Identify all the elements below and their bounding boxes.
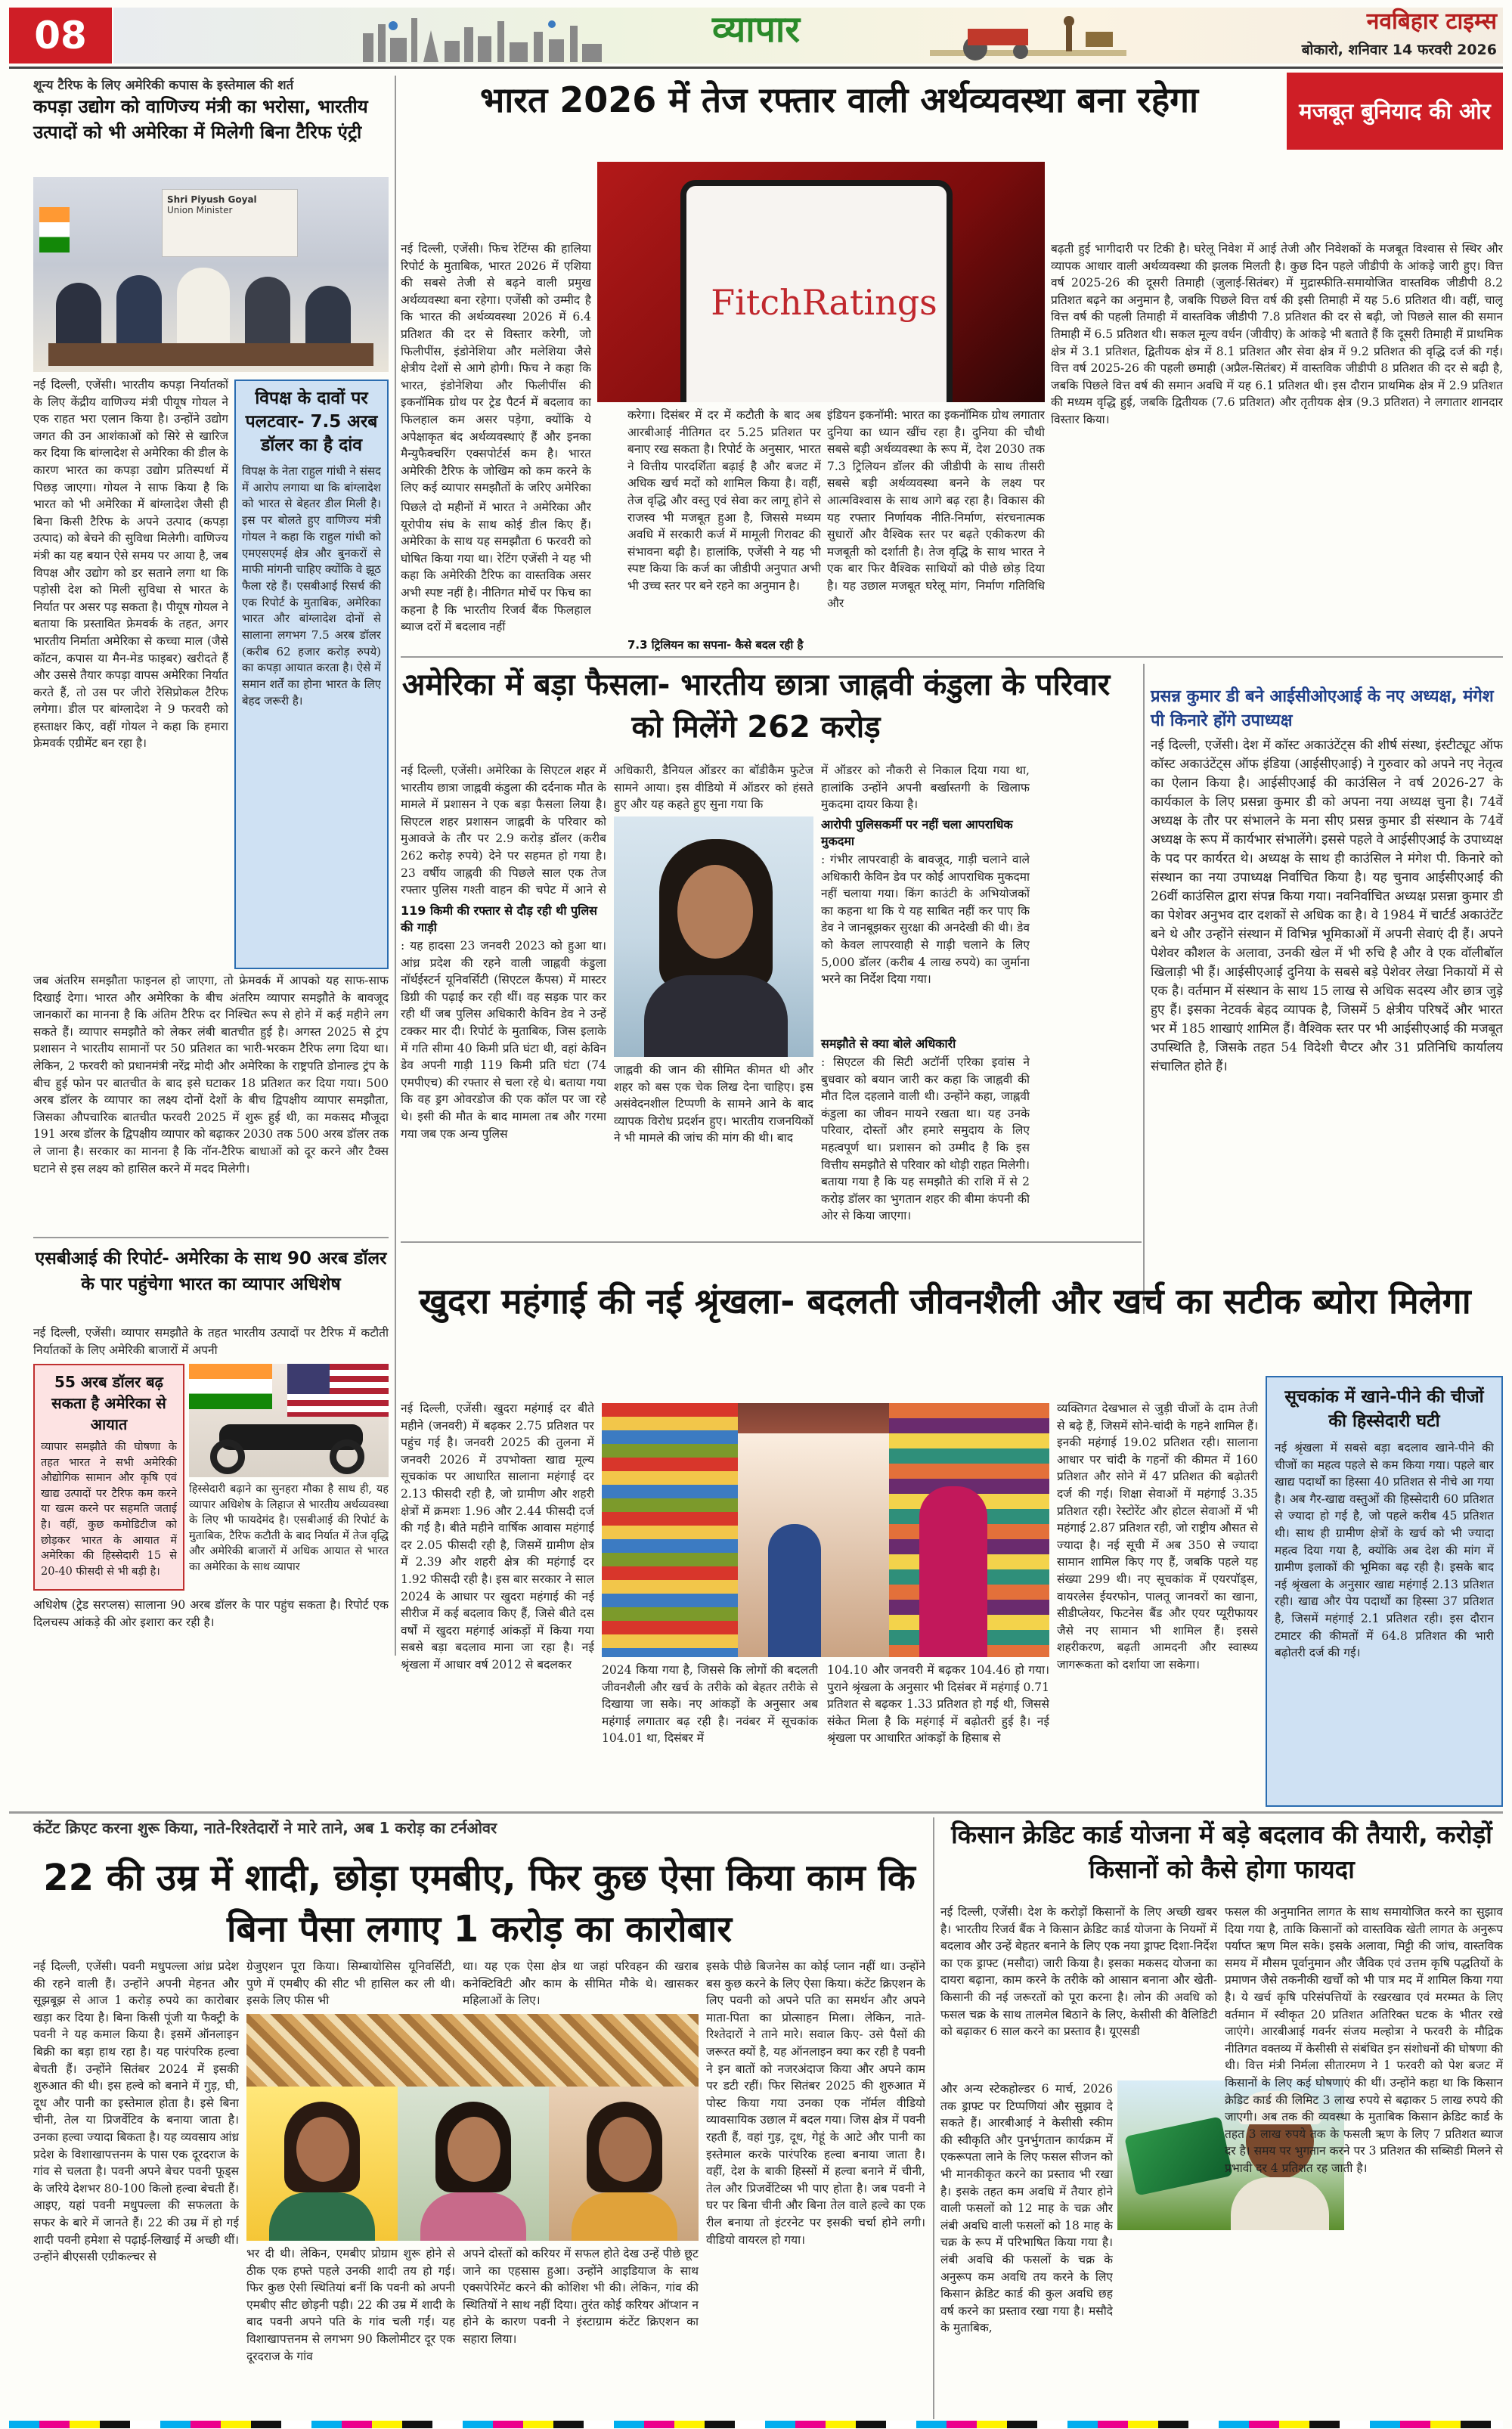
s6-sidebar-body: नई श्रृंखला में सबसे बड़ा बदलाव खाने-पीने की चीजों का महत्व पहले से कम किया गया। पहले बार खाद्य पदार्थों का हिस्सा 40 प्रतिशत से नीचे आ गया है। अब गैर-खाद्य वस्तुओं की हिस्सेदारी 60 प्रतिशत से ज्यादा हो गई है, जो पहले करीब 45 प्रतिशत थी। साथ ही ग्रामीण क्षेत्रों के खर्च को भी ज्यादा महत्व दिया गया है, क्योंकि अब देश की मांग में ग्रामीण इलाकों की भूमिका बढ़ रही है। इसके बाद नई श्रृंखला के अनुसार खाद्य महंगाई 2.13 प्रतिशत रही। खाद्य और पेय पदार्थों का हिस्सा 37 प्रतिशत है, जिसमें महंगाई 2.1 प्रतिशत रही। इस दौरान टमाटर की कीमतों में 64.8 प्रतिशत की भारी बढ़ोतरी दर्ज की गई।: [1275, 1441, 1494, 1660]
s3-col2-main: पिछले दो महीनों में भारत ने अमेरिका और यूरोपीय संघ के साथ कोई डील किए हैं। अमेरिका के साथ यह समझौता 6 फरवरी को घोषित किया गया था। रेटिंग एजेंसी ने यह भी कहा कि अमेरिकी टैरिफ का वास्तविक असर अभी स्पष्ट नहीं है। नीतिगत मोर्चे पर फिच का कहना है कि भारतीय रिजर्व बैंक फिलहाल ब्याज दरों में बदलाव नहीं: [401, 500, 591, 634]
s2-headline: एसबीआई की रिपोर्ट- अमेरिका के साथ 90 अरब डॉलर के पार पहुंचेगा भारत का व्यापार अधिशेष: [35, 1249, 387, 1294]
s8-kcc-card: [1124, 2116, 1233, 2195]
s4-col3: में ऑडरर को नौकरी से निकाल दिया गया था, हालांकि उन्होंने अपनी बर्खास्तगी के खिलाफ मुकदमा दायर किया है।: [821, 764, 1030, 812]
s6-col4: व्यक्तिगत देखभाल से जुड़ी चीजों के दाम तेजी से बढ़े हैं, जिसमें सोने-चांदी के गहने शामिल हैं। इनकी महंगाई 19.02 प्रतिशत रही। सालाना आधार पर चांदी के गहनों की कीमत में 160 प्रतिशत और सोने में 47 प्रतिशत की बढ़ोतरी दर्ज की गई। शिक्षा सेवाओं में महंगाई 3.35 प्रतिशत रही। रेस्टोरेंट और होटल सेवाओं में भी महंगाई 2.87 प्रतिशत रही, जो राष्ट्रीय औसत से ज्यादा है। नई सूची में अब 350 से ज्यादा सामान शामिल किए गए हैं, जबकि पहले यह संख्या 299 थी। नए सूचकांक में एयरपॉड्स, वायरलेस ईयरफोन, पालतू जानवरों का खाना, सीडीप्लेयर, फिटनेस बैंड और एयर प्यूरीफायर जैसे नए सामान भी शामिल हैं। इससे शहरीकरण, बढ़ती आमदनी और स्वास्थ्य जागरूकता को दर्शाया जा सकेगा।: [1057, 1402, 1258, 1671]
s8-col1: नई दिल्ली, एजेंसी। देश के करोड़ों किसानों के लिए अच्छी खबर है। भारतीय रिजर्व बैंक ने किसान क्रेडिट कार्ड योजना के नियमों में बदलाव और उन्हें बेहतर बनाने के लिए एक नया ड्राफ्ट दिशा-निर्देश का एक ड्राफ्ट (मसौदा) जारी किया है। इसका मकसद योजना का दायरा बढ़ाना, काम करने के तरीके को आसान बनाना और खेती-किसानी की नई जरूरतों को पूरा करना है। लोन की अवधि को फसल चक्र के साथ तालमेल बिठाने के लिए, केसीसी की वैलिडिटी को बढ़ाकर 6 साल करने का प्रस्ताव है। यूएसडी: [940, 1905, 1217, 2039]
s5-headline: प्रसन्न कुमार डी बने आईसीओएआई के नए अध्यक्ष, मंगेश पी किनारे होंगे उपाध्यक्ष: [1151, 687, 1494, 730]
s7-col2: ग्रेजुएशन पूरा किया। सिम्बायोसिस यूनिवर्सिटी, पुणे में एमबीए की सीट भी हासिल कर ली थी। इसके लिए फीस भी: [246, 1960, 455, 2008]
s2-mid: हिस्सेदारी बढ़ाने का सुनहरा मौका है साथ ही, यह व्यापार अधिशेष के लिहाज से भारतीय अर्थव्यवस्था के लिए भी फायदेमंद है। एसबीआई की रिपोर्ट के मुताबिक, टैरिफ कटौती के बाद निर्यात में तेज वृद्धि और अमेरिकी बाजारों में अधिक आयात से भारत का अमेरिका के साथ व्यापार: [189, 1483, 389, 1573]
s6-sidebar-title: सूचकांक में खाने-पीने की चीजों की हिस्सेदारी घटी: [1284, 1387, 1484, 1431]
s2-bike-wheel-front: [210, 1439, 245, 1474]
s4-col2: अधिकारी, डैनियल ऑडरर का बॉडीकैम फुटेज सामने आया। इस वीडियो में ऑडरर को हंसते हुए और यह कहते हुए सुना गया कि: [614, 764, 813, 812]
s3-logo-word2: Ratings: [801, 282, 937, 323]
s7-col4: इसके पीछे बिजनेस का कोई प्लान नहीं था। उन्होंने बस कुछ करने के लिए ऐसा किया। कंटेंट क्रिएशन के लिए पवनी को अपने पति का समर्थन और अपने माता-पिता का प्रोत्साहन मिला। लेकिन, नाते-रिश्तेदारों ने ताने मारे। सवाल किए- उसे पैसों की जरूरत क्यों है, यह ऑनलाइन क्या कर रही है पवनी ने इन बातों को नजरअंदाज किया और अपने काम पर डटी रहीं। फिर सितंबर 2025 की शुरुआत में पोस्ट किया गया उनका एक नॉर्मल वीडियो व्यावसायिक उछाल में बदल गया। जिस क्षेत्र में पवनी रहती हैं, वहां गुड़, दूध, गेहूं के आटे और पानी का इस्तेमाल करके पारंपरिक हल्वा बनाया जाता है। वहीं, देश के बाकी हिस्सों में हल्वा बनाने में चीनी, तेल और प्रिजर्वेटिव्स भी पाए होता है। जब पवनी ने घर पर बिना चीनी और बिना तेल वाले हल्वे का एक रील बनाया तो इंटरनेट पर इसकी चर्चा होने लगी। वीडियो वायरल हो गया।: [706, 1960, 925, 2247]
s1-banner-line1: Shri Piyush Goyal: [167, 194, 257, 205]
s4-headline: अमेरिका में बड़ा फैसला- भारतीय छात्रा जाह्नवी कंडुला के परिवार को मिलेंगे 262 करोड़: [401, 668, 1111, 745]
s3-col1: नई दिल्ली, एजेंसी। फिच रेटिंग्स की हालिया रिपोर्ट के मुताबिक, भारत 2026 में एशिया की सबसे तेजी से बढ़ने वाली प्रमुख अर्थव्यवस्था बना रहेगा। एजेंसी को उम्मीद है कि भारत की अर्थव्यवस्था 2026 में 6.4 प्रतिशत की दर से विस्तार करेगी, जो फिलीपींस, इंडोनेशिया और मलेशिया जैसे क्षेत्रीय देशों से आगे होगी। फिच ने कहा कि भारत, इंडोनेशिया और फिलीपींस की इकनॉमिक ग्रोथ पर ट्रेड पैटर्न में बदलाव का फिलहाल कम असर पड़ेगा, क्योंकि ये अपेक्षाकृत बंद अर्थव्यवस्थाएं हैं और इनका मैन्युफैक्चरिंग एक्सपोर्टर्स कम है। भारत अमेरिकी टैरिफ के जोखिम को कम करने के लिए कई व्यापार समझौतों के जरिए अमेरिका: [401, 242, 591, 495]
s4-col2b: जाह्नवी की जान की सीमित कीमत थी और शहर को बस एक चेक लिख देना चाहिए। इस असंवेदनशील टिप्पणी के सामने आने के बाद व्यापक विरोध प्रदर्शन हुए। भारतीय राजनयिकों ने भी मामले की जांच की मांग की थी। बाद: [614, 1063, 813, 1145]
s6-col2: 2024 किया गया है, जिससे कि लोगों की बदलती जीवनशैली और खर्च के तरीके को बेहतर तरीके से दिखाया जा सके। नए आंकड़ों के अनुसार अब महंगाई लगातार बढ़ रही है। नवंबर में सूचकांक 104.01 था, दिसंबर में: [602, 1663, 818, 1746]
dateline: बोकारो, शनिवार 14 फरवरी 2026: [1301, 42, 1497, 58]
s7-col1: नई दिल्ली, एजेंसी। पवनी मधुपल्ला आंध्र प्रदेश की रहने वाली हैं। उन्होंने अपनी मेहनत और सूझबूझ से आज 1 करोड़ रुपये का कारोबार खड़ा कर दिया है। बिना किसी पूंजी या फैक्ट्री के पवनी ने यह कमाल किया है। इसमें ऑनलाइन बिक्री का बड़ा हाथ रहा है। यह पारंपरिक हल्वा बेचती हैं। उन्होंने सितंबर 2024 में इसकी शुरुआत की थी। इस हल्वे को बनाने में गुड़, घी, दूध और पानी का इस्तेमाल होता है। इसे बिना चीनी, तेल या प्रिजर्वेटिव के बनाया जाता है। उनका हल्वा ज्यादा बिकता है। यह व्यवसाय आंध्र प्रदेश के विशाखापत्तनम के पास एक दूरदराज के गांव से चलता है। पवनी अपने बेचर पवनी फूड्स के जरिये देशभर 80-100 किलो हल्वा बेचती हैं। आइए, यहां पवनी मधुपल्ला की सफलता के सफर के बारे में जानते हैं। 22 की उम्र में हो गई शादी पवनी हमेशा से पढ़ाई-लिखाई में अच्छी थीं। उन्होंने बीएससी एग्रीकल्चर से: [33, 1960, 239, 2264]
tractor-farmer-graphic: [930, 11, 1126, 64]
s1-photo-people: [48, 268, 373, 366]
s4-col1: नई दिल्ली, एजेंसी। अमेरिका के सिएटल शहर में भारतीय छात्रा जाह्नवी कंडुला की दर्दनाक मौत के मामले में प्रशासन ने एक बड़ा फैसला लिया है। सिएटल शहर प्रशासन जाह्नवी के परिवार को मुआवजे के तौर पर 2.9 करोड़ डॉलर (करीब 262 करोड़ रुपये) देने पर सहमत हो गया है। 23 वर्षीय जाह्नवी की पिछले साल एक तेज रफ्तार पुलिस गश्ती वाहन की चपेट में आने से: [401, 764, 606, 897]
s4-col1b: : यह हादसा 23 जनवरी 2023 को हुआ था। आंध्र प्रदेश की रहने वाली जाह्नवी कंडुला नॉर्थईस्टर्न यूनिवर्सिटी (सिएटल कैंपस) में मास्टर डिग्री की पढ़ाई कर रही थीं। वह सड़क पार कर रही थीं जब पुलिस अधिकारी केविन डेव ने उन्हें टक्कर मार दी। रिपोर्ट के मुताबिक, जिस इलाके में गति सीमा 40 किमी प्रति घंटा थी, वहां केविन डेव अपनी गाड़ी 119 किमी प्रति घंटा (74 एमपीएच) की रफ्तार से चला रहे थे। बताया गया कि वह ड्रग ओवरडोज की एक कॉल पर जा रहे थे। इसी की मौत के बाद मामला तब और गरमा गया जब एक अन्य पुलिस: [401, 939, 606, 1141]
s6-shopper: [919, 1486, 987, 1657]
s1-photo-meeting: [33, 177, 389, 372]
s3-logo-word1: Fitch: [711, 282, 802, 323]
s7-right-rule: [933, 1817, 934, 2419]
masthead-rule: [9, 67, 1503, 69]
s4-col3b: : गंभीर लापरवाही के बावजूद, गाड़ी चलाने वाले अधिकारी केविन डेव पर कोई आपराधिक मुकदमा नहीं चलाया गया। किंग काउंटी के अभियोजकों का कहना था कि ये यह साबित नहीं कर पाए कि डेव ने जानबूझकर सुरक्षा की अनदेखी की थी। डेव को केवल लापरवाही से गाड़ी चलाने के लिए 5,000 डॉलर (करीब 4 लाख रुपये) का जुर्माना भरने का निर्देश दिया गया।: [821, 853, 1030, 987]
s3-col5: बढ़ती हुई भागीदारी पर टिकी है। घरेलू निवेश में आई तेजी और निवेशकों के मजबूत विश्वास से स्थिर और व्यापक आधार वाली अर्थव्यवस्था की झलक मिलती है। कुछ दिन पहले जीडीपी के आंकड़े जारी हुए। वित्त वर्ष 2025-26 की दूसरी तिमाही (जुलाई-सितंबर) में मुद्रास्फीति-समायोजित वास्तविक जीडीपी 8.2 प्रतिशत बढ़ने का अनुमान है, जबकि पिछले वित्त वर्ष की इसी तिमाही में यह 5.6 प्रतिशत थी। वहीं, चालू वित्त वर्ष की पहली तिमाही में वास्तविक जीडीपी 7.8 प्रतिशत की दर से बढ़ी, जो पिछले साल की समान तिमाही में 6.5 प्रतिशत थी। सकल मूल्य वर्धन (जीवीए) के आंकड़े भी बताते हैं कि दूसरी तिमाही में प्राथमिक क्षेत्र में 3.1 प्रतिशत, द्वितीयक क्षेत्र में 8.1 प्रतिशत और सेवा क्षेत्र में 9.2 प्रतिशत की वृद्धि दर्ज की गई। वित्त वर्ष 2025-26 की पहली छमाही (अप्रैल-सितंबर) में वास्तविक जीडीपी 8 प्रतिशत की दर से बढ़ी है, जबकि पिछले वित्त वर्ष की समान अवधि में यह 6.1 प्रतिशत थी। इस दौरान प्राथमिक क्षेत्र में 2.9 प्रतिशत की मध्यम वृद्धि हुई, जबकि द्वितीयक (7.6 प्रतिशत) और तृतीयक क्षेत्र (9.3 प्रतिशत) ने लगातार शानदार विस्तार किया।: [1051, 242, 1503, 426]
s1-body: नई दिल्ली, एजेंसी। भारतीय कपड़ा निर्यातकों के लिए केंद्रीय वाणिज्य मंत्री पीयूष गोयल ने एक राहत भरा एलान किया है। उन्होंने उद्योग जगत की उन आशंकाओं को सिरे से खारिज कर दिया कि बांग्लादेश से अमेरिका की डील के कारण भारत का कपड़ा उद्योग प्रतिस्पर्धा में पिछड़ जाएगा। गोयल ने साफ किया है कि भारत को भी अमेरिका में बांग्लादेश जैसी ही बिना किसी टैरिफ के अपने उत्पाद (कपड़ा उत्पाद) को बेचने की सुविधा मिलेगी। वाणिज्य मंत्री का यह बयान ऐसे समय पर आया है, जब विपक्ष और उद्योग को डर सताने लगा था कि पड़ोसी देश को मिली सुविधा से भारत के निर्यात पर असर पड़ सकता है। पीयूष गोयल ने बताया कि प्रस्तावित फ्रेमवर्क के तहत, अगर भारतीय निर्माता अमेरिका से कच्चा माल (जैसे कॉटन, कपास या मैन-मेड फाइबर) खरीदते हैं और उससे तैयार कपड़ा वापस अमेरिका निर्यात करते हैं, तो उस पर जीरो रेसिप्रोकल टैरिफ लगेगा। डील पर बांग्लादेश ने 9 फरवरी को हस्ताक्षर किए, वहीं गोयल ने कहा कि हमारा फ्रेमवर्क एग्रीमेंट बन रहा है।: [33, 378, 228, 751]
s4-photo-jahnavi: [614, 816, 813, 1057]
s4-sub3: आरोपी पुलिसकर्मी पर नहीं चला आपराधिक मुकदमा: [821, 817, 1013, 848]
newspaper-name: नवबिहार टाइम्स: [1366, 8, 1497, 35]
s7-col3b: अपने दोस्तों को करियर में सफल होते देख उन्हें पीछे छूट जाने का एहसास हुआ। उन्होंने आइडियाज के साथ एक्सपेरिमेंट करने की कोशिश भी की। लेकिन, गांव की स्थितियों ने साथ नहीं दिया। तुरंत कोई करियर ऑप्शन न होने के कारण पवनी ने इंस्टाग्राम कंटेंट क्रिएशन का सहारा लिया।: [463, 2247, 699, 2346]
section-title: व्यापार: [711, 8, 801, 51]
s1-banner-line2: Union Minister: [167, 205, 233, 215]
s7-col2b: भर दी थी। लेकिन, एमबीए प्रोग्राम शुरू होने से ठीक एक हफ्ते पहले उनकी शादी तय हो गई। फिर कुछ ऐसी स्थितियां बनीं कि पवनी को अपनी एमबीए सीट छोड़नी पड़ी। 22 की उम्र में शादी के बाद पवनी अपने पति के गांव चली गईं। यह विशाखापत्तनम से लगभग 90 किलोमीटर दूर एक दूरदराज के गांव: [246, 2247, 455, 2363]
s6-headline: खुदरा महंगाई की नई श्रृंखला- बदलती जीवनशैली और खर्च का सटीक ब्योरा मिलेगा: [419, 1281, 1471, 1321]
s2-box: [33, 1364, 184, 1591]
s8-headline: किसान क्रेडिट कार्ड योजना में बड़े बदलाव की तैयारी, करोड़ों किसानों को कैसे होगा फायदा: [951, 1820, 1492, 1884]
left-column-divider: [395, 76, 396, 1656]
s6-photo-shop: [602, 1403, 1049, 1657]
s3-fitch-logo: [711, 283, 937, 323]
s7-headline: 22 की उम्र में शादी, छोड़ा एमबीए, फिर कुछ ऐसा किया काम कि बिना पैसा लगाए 1 करोड़ का कारोबार: [43, 1857, 916, 1950]
s7-kicker: कंटेंट क्रिएट करना शुरू किया, नाते-रिश्तेदारों ने मारे ताने, अब 1 करोड़ का टर्नओवर: [33, 1819, 497, 1837]
s3-headline: भारत 2026 में तेज रफ्तार वाली अर्थव्यवस्था बना रहेगा: [479, 79, 1198, 120]
s6-shelf-left: [602, 1403, 738, 1657]
s8-col2: फसल की अनुमानित लागत के साथ समायोजित करने का सुझाव दिया गया है, ताकि किसानों को वास्तविक खेती लागत के अनुरूप पर्याप्त ऋण मिल सके। इसके अलावा, मिट्टी की जांच, वास्तविक समय में मौसम पूर्वानुमान और जैविक एवं उत्तम कृषि पद्धतियों के प्रमाणन जैसे तकनीकी खर्चों को भी पात्र मद में शामिल किया गया है। ये खर्च कृषि परिसंपत्तियों के रखरखाव एवं मरम्मत के लिए वर्तमान में स्वीकृत 20 प्रतिशत अतिरिक्त घटक के भीतर रखे जाएंगे। आरबीआई गवर्नर संजय मल्होत्रा ने फरवरी के मौद्रिक नीतिगत वक्तव्य में केसीसी से संबंधित इन संशोधनों की घोषणा की थी। वित्त मंत्री निर्मला सीतारमण ने 1 फरवरी को पेश बजट में किसानों के लिए कई घोषणाएं की थीं। उन्होंने कहा था कि किसान क्रेडिट कार्ड की लिमिट 3 लाख रुपये से बढ़ाकर 5 लाख रुपये की जाएगी। अब तक की व्यवस्था के मुताबिक किसान क्रेडिट कार्ड के तहत 3 लाख रुपये तक के फसली ऋण के लिए 7 प्रतिशत ब्याज दर है। समय पर भुगतान करने पर 3 प्रतिशत की सब्सिडी मिलने से प्रभावी दर 4 प्रतिशत रह जाती है।: [1225, 1905, 1503, 2175]
s1-kicker: शून्य टैरिफ के लिए अमेरिकी कपास के इस्तेमाल की शर्त: [33, 78, 294, 93]
s4-sub1: 119 किमी की रफ्तार से दौड़ रही थी पुलिस की गाड़ी: [401, 903, 597, 934]
s3-col4: इंडियन इकनॉमी: भारत का इकनॉमिक ग्रोथ लगातार दुनिया का ध्यान खींच रहा है। दुनिया की चौथी सबसे बड़ी अर्थव्यवस्था के रूप में, देश 2030 तक 7.3 ट्रिलियन डॉलर की जीडीपी के साथ तीसरी सबसे बड़ी अर्थव्यवस्था बनने के लक्ष्य पर आत्मविश्वास के साथ आगे बढ़ रहा है। विकास की यह रफ्तार निर्णायक नीति-निर्माण, संरचनात्मक सुधारों और वैश्विक स्तर पर बढ़ते एकीकरण की मजबूती को दर्शाती है। तेज वृद्धि के साथ भारत ने एक बार फिर वैश्विक साथियों को पीछे छोड़ दिया है। यह उछाल मजबूत घरेलू मांग, निर्माण गतिविधि और: [827, 408, 1045, 610]
s1-bottom-rule: [33, 1237, 389, 1238]
s6-bottom-rule: [9, 1811, 1503, 1814]
s2-flag-canton: [287, 1364, 330, 1394]
s4-col3c: : सिएटल की सिटी अटॉर्नी एरिका इवांस ने बुधवार को बयान जारी कर कहा कि जाह्नवी की मौत दिल दहलाने वाली थी। उन्होंने कहा, जाह्नवी कंडुला का जीवन मायने रखता था। यह उनके परिवार, दोस्तों और हमारे समुदाय के लिए महत्वपूर्ण था। प्रशासन को उम्मीद है कि इस वित्तीय समझौते से परिवार को थोड़ी राहत मिलेगी। बताया गया है कि यह समझौते की राशि में से 2 करोड़ डॉलर का भुगतान शहर की बीमा कंपनी की ओर से किया जाएगा।: [821, 1055, 1030, 1223]
s1-body-full: जब अंतरिम समझौता फाइनल हो जाएगा, तो फ्रेमवर्क में आपको यह साफ-साफ दिखाई देगा। भारत और अमेरिका के बीच अंतरिम व्यापार समझौते के बावजूद जानकारों का मानना है कि अंतिम टैरिफ दर निश्चित रूप से होने में कई महीने लग सकते हैं। व्यापार समझौते को लेकर लंबी बातचीत हुई है। अगस्त 2025 से ट्रंप प्रशासन ने भारतीय सामानों पर 50 प्रतिशत का भारी-भरकम टैरिफ लगा दिया था। लेकिन, 2 फरवरी को प्रधानमंत्री नरेंद्र मोदी और अमेरिका के राष्ट्रपति डोनाल्ड ट्रंप के बीच हुई फोन पर बातचीत के बाद इसे घटाकर 18 प्रतिशत कर दिया गया। 500 अरब डॉलर के व्यापार का लक्ष्य दोनों देशों के बीच द्विपक्षीय व्यापार समझौता, जिसका औपचारिक बातचीत फरवरी 2025 में शुरू हुई थी, का मकसद मौजूदा 191 अरब डॉलर के द्विपक्षीय व्यापार को बढ़ाकर 2030 तक 500 अरब डॉलर तक ले जाना है। सरकार का मानना है कि नॉन-टैरिफ बाधाओं को दूर करने और टैक्स घटाने से इस लक्ष्य को हासिल करने में मदद मिलेगी।: [33, 974, 389, 1176]
s7-photo-woman3: [549, 2087, 699, 2241]
s7-photo-woman1: [246, 2087, 398, 2241]
s7-photo-collage: [246, 2014, 699, 2241]
s3-fitch-photo: [597, 162, 1045, 402]
s7-col3: था। यह एक ऐसा क्षेत्र था जहां परिवहन की खराब कनेक्टिविटी और काम के सीमित मौके थे। खासकर महिलाओं के लिए।: [463, 1960, 699, 2008]
s3-sub3: 7.3 ट्रिलियन का सपना- कैसे बदल रही है: [627, 638, 804, 652]
s1-sidebar: [234, 380, 389, 969]
s1-photo-flag: [39, 207, 70, 253]
s4-photo-face: [677, 865, 753, 959]
s1-headline: कपड़ा उद्योग को वाणिज्य मंत्री का भरोसा, भारतीय उत्पादों को भी अमेरिका में मिलेगी बिना टैरिफ एंट्री: [33, 96, 368, 143]
s6-sidebar: [1266, 1376, 1503, 1807]
s5-body: नई दिल्ली, एजेंसी। देश में कॉस्ट अकाउंटेंट्स की शीर्ष संस्था, इंस्टीट्यूट ऑफ कॉस्ट अकाउंटेंट्स ऑफ इंडिया (आईसीएआई) ने गुरुवार को अपने नए नेतृत्व का ऐलान किया है। आईसीएआई की काउंसिल ने वर्ष 2026-27 के कार्यकाल के लिए प्रसन्ना कुमार डी को अपना नया अध्यक्ष चुना है। 74वें अध्यक्ष के तौर पर संभालने के मना सीए प्रसन्न कुमार डी संस्थान के 74वें अध्यक्ष के रूप में कार्यभार संभालेंगे। इससे पहले वे आईसीएआई के उपाध्यक्ष के पद पर कार्यरत थे। अध्यक्ष के साथ ही काउंसिल ने मंगेश पी. किनारे को संस्थान का नया उपाध्यक्ष निर्वाचित किया है। यह चुनाव आईसीएआई की 26वीं काउंसिल द्वारा संपन्न किया गया। नवनिर्वाचित अध्यक्ष प्रसन्ना कुमार डी का पेशेवर अनुभव दार दशकों से अधिक का है। वे 1984 में चार्टर्ड अकाउंटेंट बने थे और उन्होंने संस्थान में विभिन्न भूमिकाओं में अपनी सेवाएं दी हैं। अपने पेशेवर कौशल के अलावा, उनकी खेल में भी रुचि है और वे एक वॉलीबॉल खिलाड़ी भी हैं। आईसीएआई दुनिया के सबसे बड़े पेशेवर लेखा निकायों में से एक है। वर्तमान में संस्थान के साथ 15 लाख से अधिक सदस्य और छात्र जुड़े हुए हैं। इसका नेटवर्क बेहद व्यापक है, जिसमें 5 क्षेत्रीय परिषदें और भारत भर में 185 शाखाएं शामिल हैं। वैश्विक स्तर पर भी आईसीएआई की मजबूत उपस्थिति है, जिसके तहत 54 विदेशी चैप्टर और 31 प्रतिनिधि कार्यालय संचालित होते हैं।: [1151, 738, 1503, 1074]
s2-box-body: व्यापार समझौते की घोषणा के तहत भारत ने सभी अमेरिकी औद्योगिक सामान और कृषि एवं खाद्य उत्पादों पर टैरिफ कम करने या खत्म करने पर सहमति जताई है। वहीं, कुछ कमोडिटीज को छोड़कर भारत के आयात में अमेरिका की हिस्सेदारी 15 से 20-40 फीसदी से भी बड़ी है।: [41, 1441, 177, 1578]
registration-bar: [9, 2421, 1503, 2428]
s4-sub3b: समझौते से क्या बोले अधिकारी: [821, 1036, 956, 1051]
page-number: 08: [9, 8, 112, 64]
s2-foot: अधिशेष (ट्रेड सरप्लस) सालाना 90 अरब डॉलर के पार पहुंच सकता है। रिपोर्ट एक दिलचस्प आंकड़े की ओर इशारा कर रही है।: [33, 1598, 389, 1629]
s8-col1b: और अन्य स्टेकहोल्डर 6 मार्च, 2026 तक ड्राफ्ट पर टिप्पणियां और सुझाव दे सकते हैं। आरबीआई ने केसीसी स्कीम की स्वीकृति और पुनर्भुगतान कार्यक्रम में एकरूपता लाने के लिए फसल सीजन को भी मानकीकृत करने का प्रस्ताव भी रखा है। इसके तहत कम अवधि में तैयार होने वाली फसलों को 12 माह के चक्र और लंबी अवधि वाली फसलों को 18 माह के चक्र के रूप में परिभाषित किया गया है। लंबी अवधि की फसलों के चक्र के अनुरूप कम अवधि तय करने के लिए किसान क्रेडिट कार्ड की कुल अवधि छह वर्ष करने का प्रस्ताव रखा गया है। मसौदे के मुताबिक,: [940, 2082, 1113, 2335]
s7-photo-woman2: [398, 2087, 549, 2241]
s4-right-rule: [1143, 664, 1145, 1314]
skyline-graphic: [355, 11, 627, 64]
s2-photo-motorcycle: [189, 1364, 389, 1477]
s1-sidebar-title: विपक्ष के दावों पर पलटवार- 7.5 अरब डॉलर का है दांव: [245, 389, 378, 455]
s3-col3: करेगा। दिसंबर में दर में कटौती के बाद अब आरबीआई नीतिगत दर 5.25 प्रतिशत पर बनाए रख सकता है। रिपोर्ट के अनुसार, भारत ने वित्तीय पारदर्शिता बढ़ाई है और बजट में अधिक खर्च मदों को शामिल किया है। वहीं, तेज वृद्धि और वस्तु एवं सेवा कर लागू होने से राजस्व भी मजबूत हुआ है, जिससे मध्यम अवधि में सरकारी कर्ज में मामूली गिरावट की संभावना बढ़ी है। हालांकि, एजेंसी ने यह भी स्पष्ट किया कि कर्ज का जीडीपी अनुपात अभी भी उच्च स्तर पर बने रहने का अनुमान है।: [627, 408, 821, 593]
s1-sidebar-body: विपक्ष के नेता राहुल गांधी ने संसद में आरोप लगाया था कि बांग्लादेश को भारत से बेहतर डील मिली है। इस पर बोलते हुए वाणिज्य मंत्री गोयल ने कहा कि राहुल गांधी को एमएसएमई क्षेत्र और बुनकरों से माफी मांगनी चाहिए क्योंकि वे झूठ फैला रहे हैं। एसबीआई रिसर्च की एक रिपोर्ट के मुताबिक, अमेरिका भारत और बांग्लादेश दोनों से सालाना लगभग 7.5 अरब डॉलर (करीब 62 हजार करोड़ रुपये) का कपड़ा आयात करता है। ऐसे में समान शर्तें का होना भारत के लिए बेहद जरूरी है।: [242, 464, 381, 708]
s6-shopper2: [768, 1524, 821, 1657]
s4-bottom-rule: [401, 1241, 1142, 1243]
s7-halwa-tray: [246, 2014, 699, 2087]
s3-badge: मजबूत बुनियाद की ओर: [1287, 73, 1503, 150]
s2-body: नई दिल्ली, एजेंसी। व्यापार समझौते के तहत भारतीय उत्पादों पर टैरिफ में कटौती निर्यातकों के लिए अमेरिकी बाजारों में अपनी: [33, 1326, 389, 1357]
s6-col1: नई दिल्ली, एजेंसी। खुदरा महंगाई दर बीते महीने (जनवरी) में बढ़कर 2.75 प्रतिशत पर पहुंच गई है। जनवरी 2025 की तुलना में जनवरी 2026 में उपभोक्ता खाद्य मूल्य सूचकांक पर आधारित सालाना महंगाई दर 2.13 फीसदी रही है, जो ग्रामीण और शहरी क्षेत्रों में क्रमशः 1.96 और 2.44 फीसदी दर्ज की गई है। बीते महीने वार्षिक आवास महंगाई दर 2.05 फीसदी रही है, जिसमें ग्रामीण क्षेत्र में 2.39 और शहरी क्षेत्र की महंगाई दर 1.92 फीसदी रही है। इस बार सरकार ने साल 2024 के आधार पर खुदरा महंगाई की नई सीरीज में कई बदलाव किए हैं, जिसे बीते दस वर्षों में खुदरा महंगाई आंकड़ों में किया गया सबसे बड़ा बदलाव माना जा रहा है। नई श्रृंखला में आधार वर्ष 2012 से बदलकर: [401, 1402, 594, 1671]
s6-col3: 104.10 और जनवरी में बढ़कर 104.46 हो गया। पुराने श्रृंखला के अनुसार भी दिसंबर में महंगाई 0.71 प्रतिशत से बढ़कर 1.33 प्रतिशत हो गई थी, जिससे संकेत मिला है कि महंगाई में बढ़ोतरी हुई है। नई श्रृंखला पर आधारित आंकड़ों के हिसाब से: [827, 1663, 1049, 1746]
s1-photo-banner: [162, 189, 298, 257]
s2-flag-in: [189, 1364, 272, 1409]
s3-bottom-rule: [401, 656, 1503, 658]
s4-photo-body: [644, 975, 788, 1057]
s2-bike-wheel-rear: [330, 1439, 364, 1474]
s2-box-title: 55 अरब डॉलर बढ़ सकता है अमेरिका से आयात: [51, 1373, 166, 1433]
